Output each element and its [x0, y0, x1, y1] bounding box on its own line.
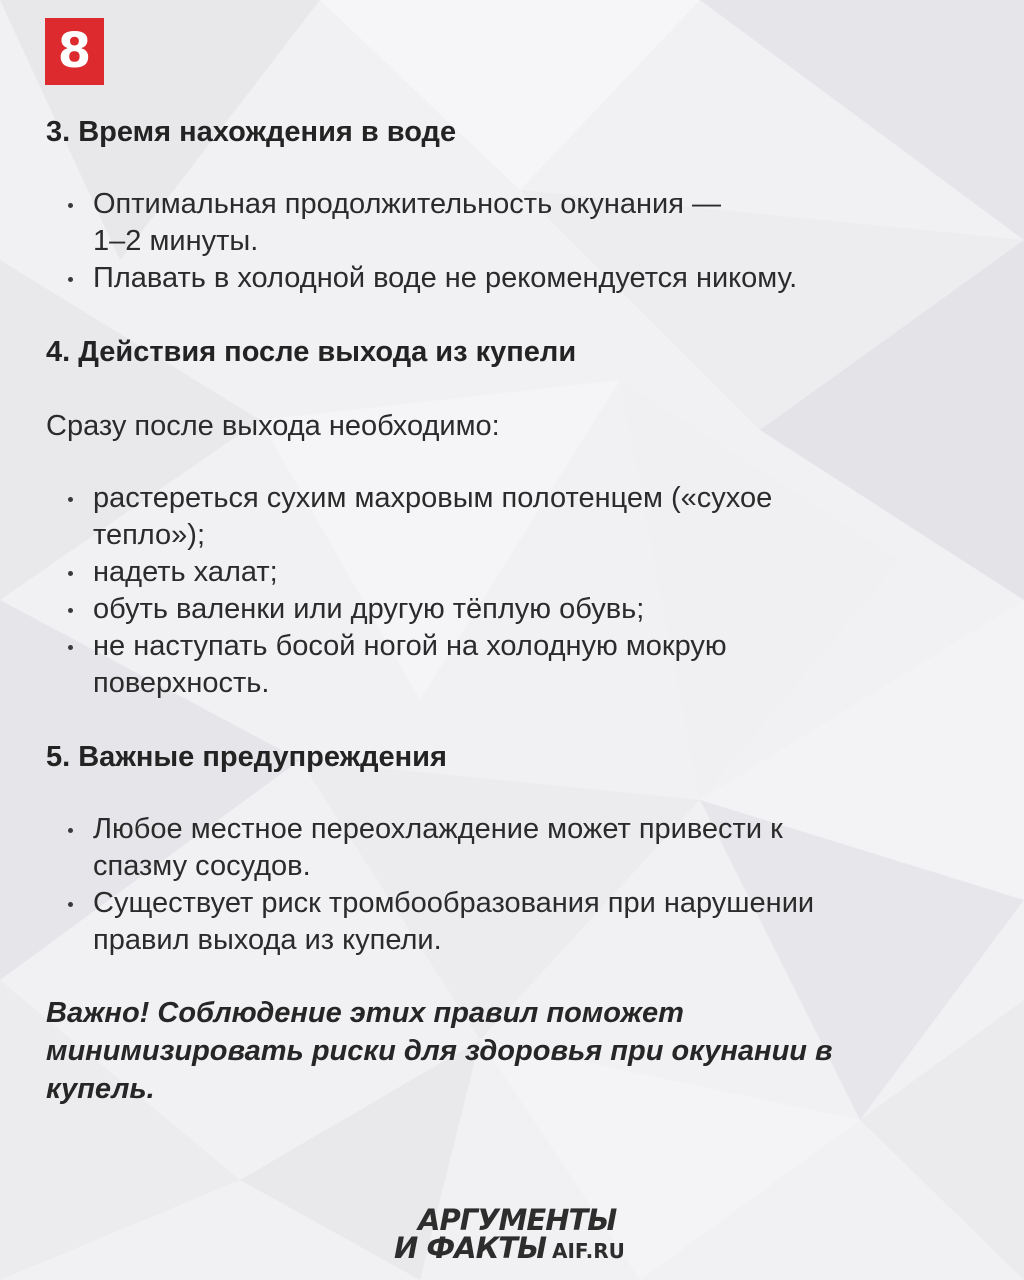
main-content: [46, 112, 986, 1108]
list-item-text: Оптимальная продолжительность окунания — 1–2 минуты.: [93, 188, 722, 257]
section-title-warnings: 5. Важные предупреждения: [46, 741, 447, 773]
important-note: Важно! Соблюдение этих правил поможет минимизировать риски для здоровья при окунании в купель.: [46, 997, 833, 1105]
list-item-text: Любое местное переохлаждение может привести к спазму сосудов.: [93, 813, 783, 882]
list-item: [46, 885, 986, 959]
list-item-text: надеть халат;: [93, 556, 278, 588]
list-item-text: Плавать в холодной воде не рекомендуется никому.: [93, 262, 798, 294]
list-item-text: не наступать босой ногой на холодную мокрую поверхность.: [93, 630, 727, 699]
bullet-list-after-exit: [46, 480, 986, 702]
list-item-text: обуть валенки или другую тёплую обувь;: [93, 593, 645, 625]
list-item: [46, 811, 986, 885]
logo-line-arguments: АРГУМЕНТЫ: [418, 1203, 617, 1237]
section-title-water-time: 3. Время нахождения в воде: [46, 116, 457, 148]
page-number-badge: 8: [45, 18, 104, 85]
aif-logo: [392, 1204, 652, 1266]
section-title-after-exit: 4. Действия после выхода из купели: [46, 336, 577, 368]
bullet-list-water-time: [46, 186, 986, 297]
list-item: [46, 591, 986, 628]
list-item: [46, 260, 986, 297]
bullet-list-warnings: [46, 811, 986, 959]
list-item: [46, 186, 986, 260]
list-item: [46, 628, 986, 702]
list-item: [46, 480, 986, 554]
section-intro-after-exit: Сразу после выхода необходимо:: [46, 410, 500, 442]
list-item-text: растереться сухим махровым полотенцем («сухое тепло»);: [93, 482, 773, 551]
logo-site: AIF.RU: [552, 1239, 625, 1263]
list-item: [46, 554, 986, 591]
list-item-text: Существует риск тромбообразования при нарушении правил выхода из купели.: [93, 887, 815, 956]
logo-line-facts: И ФАКТЫ: [394, 1231, 547, 1265]
